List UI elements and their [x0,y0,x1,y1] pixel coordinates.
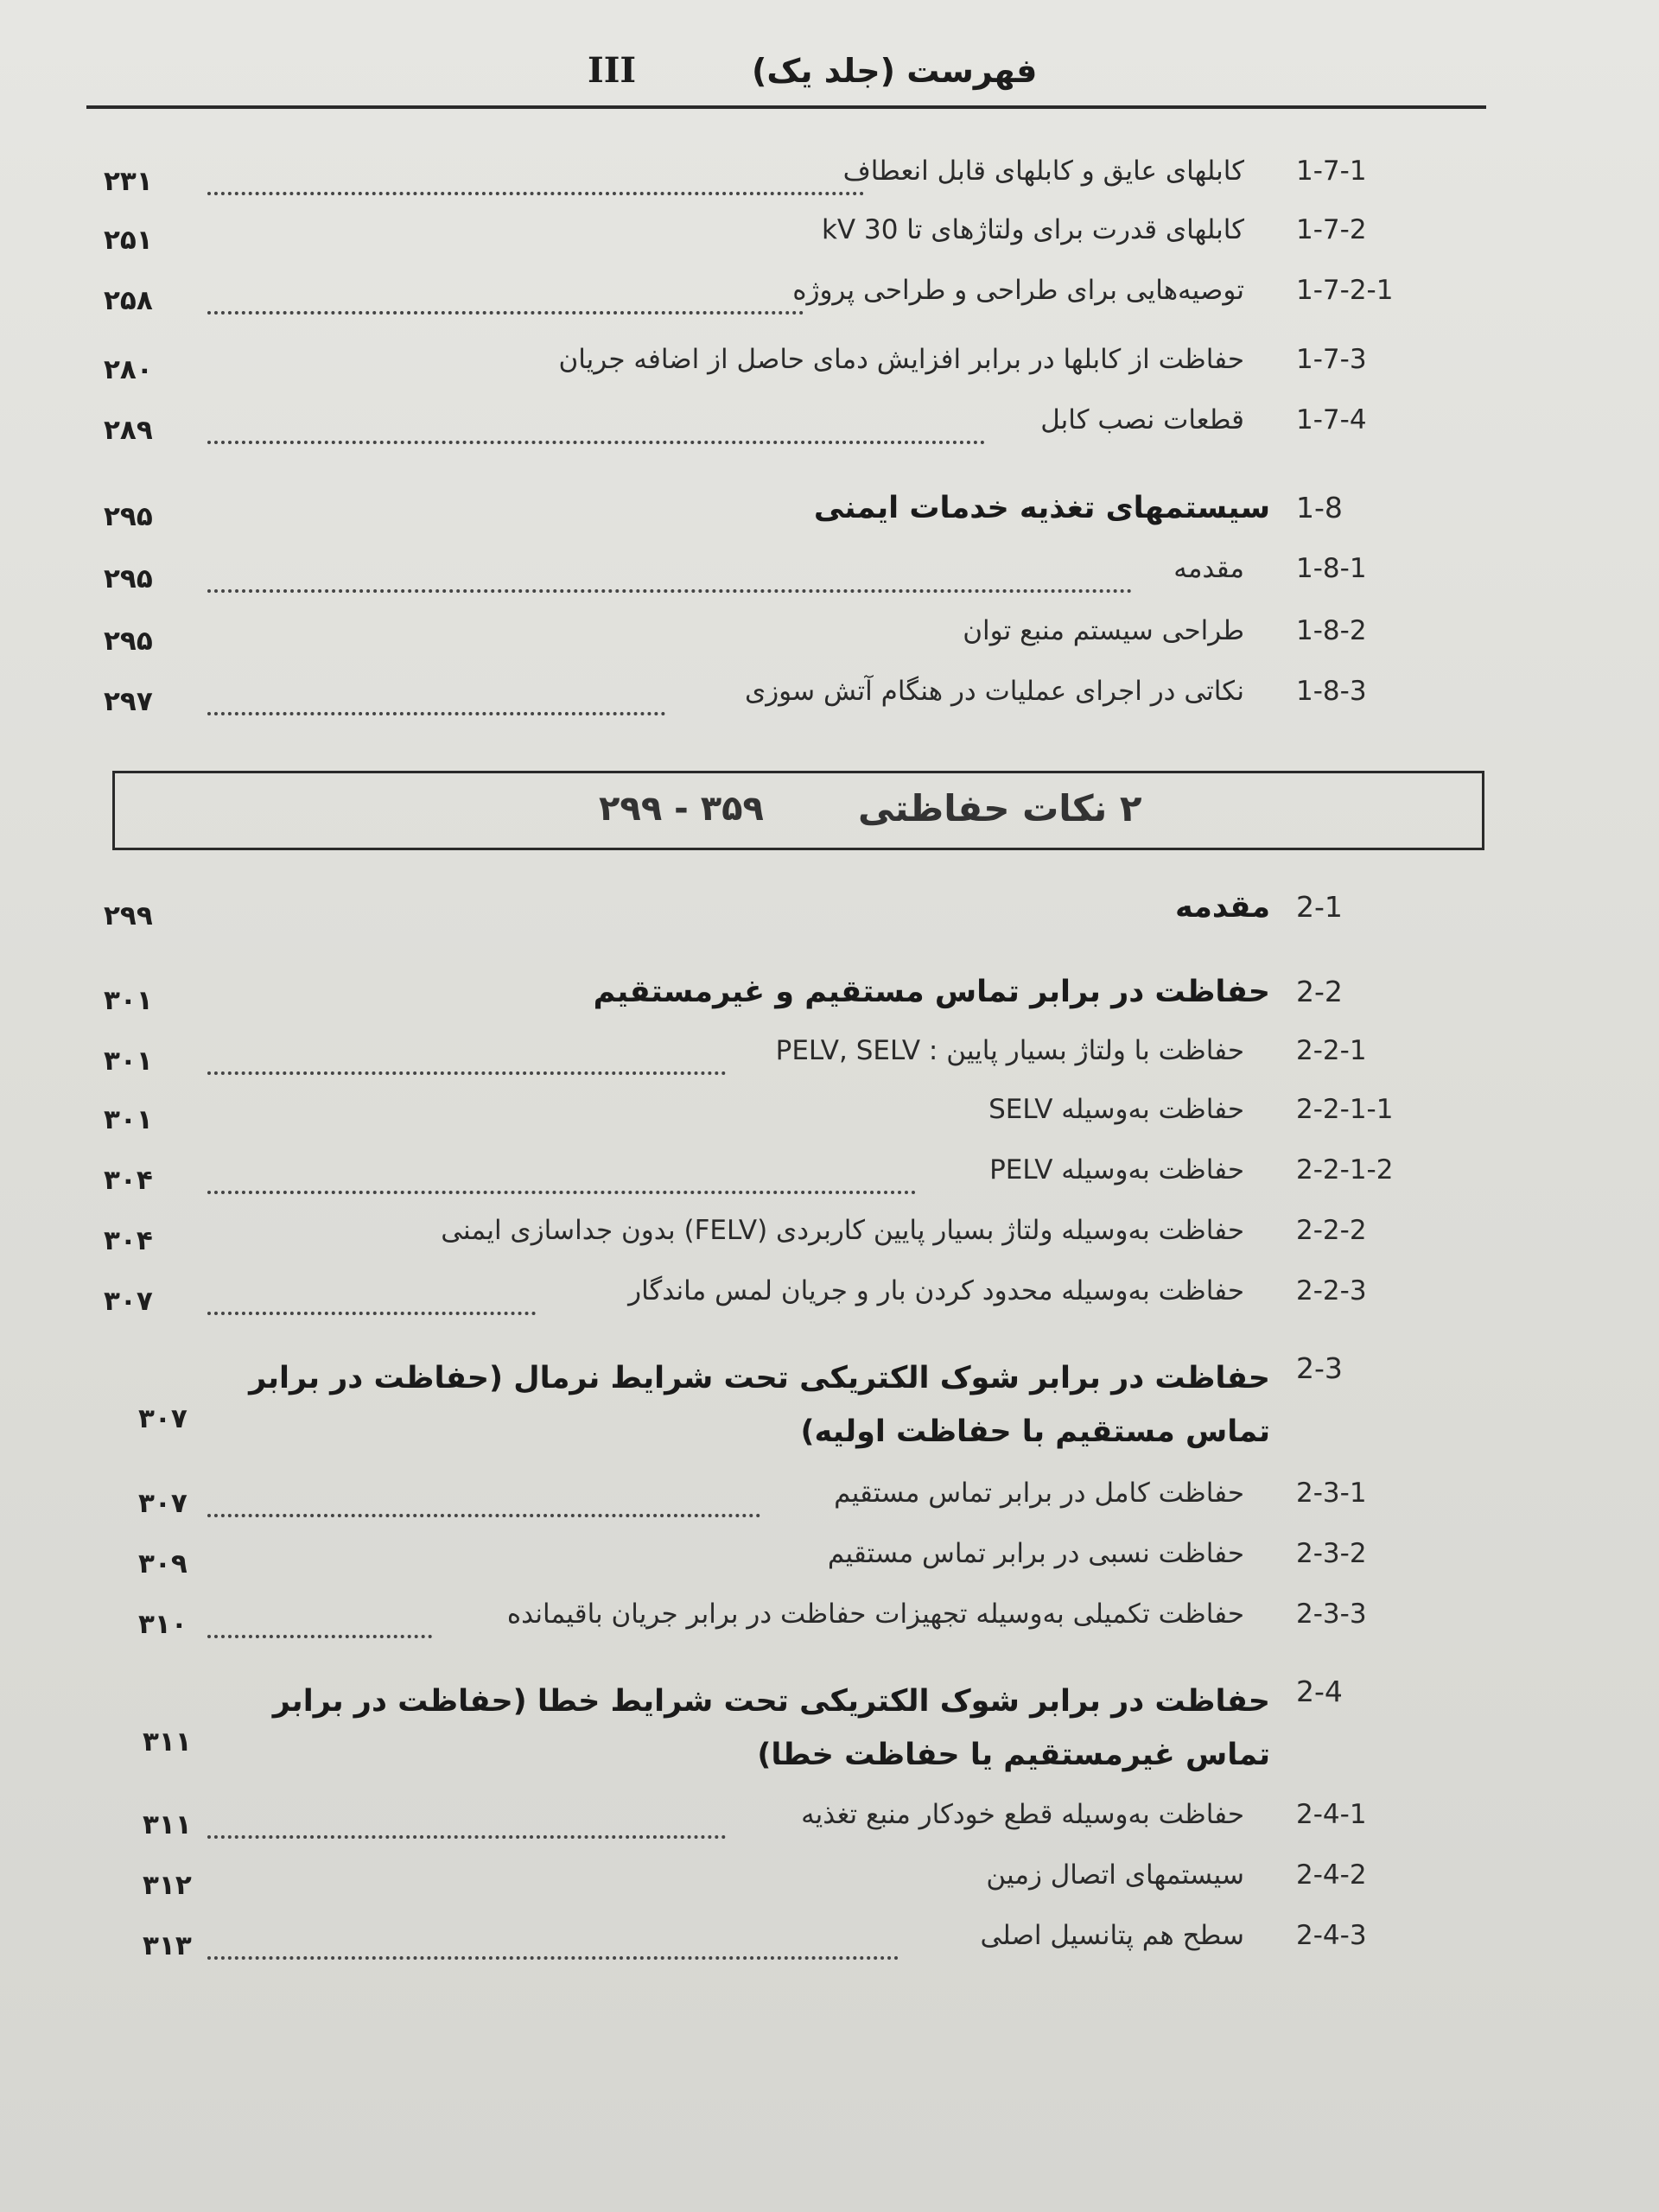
section-title: حفاظت تکمیلی به‌وسیله تجهیزات حفاظت در برابر جریان باقیمانده [506,1599,1244,1630]
dot-leader [207,1835,726,1839]
page-number-roman: III [588,50,637,91]
section-number: 1-8 [1296,491,1343,524]
toc-heading [104,1675,1417,1770]
page-number: ۲۹۵ [104,626,153,657]
page-number: ۲۳۱ [104,166,153,197]
chapter-page-range: ۲۹۹ - ۳۵۹ [599,789,764,829]
section-number: 2-2-1-1 [1296,1094,1394,1125]
section-title: مقدمه [1173,553,1244,584]
section-title: حفاظت به‌وسیله ولتاژ بسیار پایین کاربردی (FELV) بدون جداسازی ایمنی [441,1215,1244,1246]
section-title: حفاظت با ولتاژ بسیار پایین : PELV, SELV [775,1035,1244,1066]
section-title: حفاظت به‌وسیله PELV [989,1154,1244,1185]
section-number: 2-3-1 [1296,1478,1367,1509]
dot-leader [207,1635,432,1638]
section-number: 2-4-3 [1296,1920,1367,1951]
section-number: 2-2-3 [1296,1275,1367,1306]
toc-entry [104,1799,1417,1851]
section-title: قطعات نصب کابل [1040,404,1244,435]
section-title: نکاتی در اجرای عملیات در هنگام آتش سوزی [744,676,1244,707]
section-number: 2-1 [1296,890,1343,924]
page-number: ۳۰۴ [104,1165,153,1196]
page-number: ۳۱۱ [143,1726,192,1758]
section-number: 1-7-2 [1296,214,1367,245]
section-title: حفاظت به‌وسیله قطع خودکار منبع تغذیه [801,1799,1244,1830]
section-number: 1-7-2-1 [1296,275,1394,306]
page-number: ۳۰۱ [104,985,153,1016]
section-number: 2-4 [1296,1675,1343,1708]
toc-entry [104,1859,1417,1911]
chapter-banner [112,771,1484,850]
chapter-title: ۲ نکات حفاظتی [858,787,1142,830]
section-title: حفاظت از کابلها در برابر افزایش دمای حاصل از اضافه جریان [558,344,1244,375]
section-title: حفاظت در برابر شوک الکتریکی تحت شرایط خطا (حفاظت در برابر تماس غیرمستقیم یا حفاظت خطا) [272,1684,1270,1772]
section-title: حفاظت در برابر شوک الکتریکی تحت شرایط نرمال (حفاظت در برابر تماس مستقیم با حفاظت اولیه) [249,1361,1270,1449]
page-number: ۲۸۹ [104,415,153,446]
section-title: حفاظت در برابر تماس مستقیم و غیرمستقیم [593,975,1270,1009]
page-number: ۲۹۹ [104,900,153,931]
toc-entry [104,214,1417,266]
section-number: 1-8-2 [1296,615,1367,646]
dot-leader [207,712,665,715]
section-number: 2-4-2 [1296,1859,1367,1891]
page-number: ۳۰۱ [104,1046,153,1077]
section-number: 1-7-4 [1296,404,1367,435]
section-number: 2-4-1 [1296,1799,1367,1830]
section-number: 1-7-1 [1296,156,1367,187]
toc-heading [104,1351,1417,1449]
page-number: ۲۹۷ [104,686,153,717]
section-title: طراحی سیستم منبع توان [963,615,1244,646]
section-number: 2-3 [1296,1351,1343,1385]
section-title: کابلهای قدرت برای ولتاژهای تا 30 kV [821,214,1244,245]
page-number: ۳۰۱ [104,1104,153,1135]
dot-leader [207,1191,916,1194]
section-title: سیستمهای اتصال زمین [986,1859,1244,1891]
toc-entry [104,344,1417,396]
section-number: 2-2-1-2 [1296,1154,1394,1185]
section-number: 1-8-1 [1296,553,1367,584]
page-number: ۲۹۵ [104,563,153,594]
dot-leader [207,441,985,444]
page-number: ۲۵۱ [104,225,153,256]
toc-entry [104,553,1417,605]
toc-entry [104,1275,1417,1327]
page-number: ۳۱۲ [143,1870,192,1901]
section-title: سیستمهای تغذیه خدمات ایمنی [813,491,1270,525]
toc-entry [104,1094,1417,1146]
page-number: ۲۵۸ [104,285,153,316]
page-number: ۳۱۱ [143,1809,192,1840]
dot-leader [207,192,864,195]
section-number: 2-2-1 [1296,1035,1367,1066]
section-title: حفاظت نسبی در برابر تماس مستقیم [827,1538,1244,1569]
dot-leader [207,1956,899,1960]
section-number: 2-3-2 [1296,1538,1367,1569]
section-number: 1-7-3 [1296,344,1367,375]
toc-entry [104,404,1417,456]
dot-leader [207,1312,536,1315]
section-title: حفاظت کامل در برابر تماس مستقیم [834,1478,1244,1509]
toc-heading [104,491,1417,543]
toc-heading [104,975,1417,1027]
toc-entry [104,1478,1417,1529]
section-number: 2-2-2 [1296,1215,1367,1246]
page-number: ۳۰۷ [138,1488,188,1519]
toc-entry [104,1538,1417,1590]
page-number: ۳۰۹ [138,1548,188,1580]
toc-entry [104,615,1417,667]
page-number: ۲۹۵ [104,501,153,532]
dot-leader [207,1071,726,1075]
dot-leader [207,589,1132,593]
section-number: 2-2 [1296,975,1343,1008]
page-number: ۳۱۰ [138,1609,188,1640]
section-number: 2-3-3 [1296,1599,1367,1630]
section-title: سطح هم پتانسیل اصلی [980,1920,1244,1951]
toc-entry [104,1154,1417,1206]
dot-leader [207,1514,760,1517]
dot-leader [207,311,804,315]
section-title: حفاظت به‌وسیله SELV [988,1094,1244,1125]
toc-entry [104,156,1417,207]
page-number: ۳۰۴ [104,1225,153,1256]
toc-entry [104,1599,1417,1650]
section-title: توصیه‌هایی برای طراحی و طراحی پروژه [792,275,1244,306]
section-title: کابلهای عایق و کابلهای قابل انعطاف [842,156,1244,187]
page-number: ۳۰۷ [104,1286,153,1317]
toc-entry [104,1920,1417,1972]
section-title: حفاظت به‌وسیله محدود کردن بار و جریان لمس ماندگار [628,1275,1244,1306]
toc-entry [104,1215,1417,1267]
section-number: 1-8-3 [1296,676,1367,707]
section-title: مقدمه [1175,890,1270,925]
toc-entry [104,275,1417,327]
page-number: ۲۸۰ [104,354,153,385]
toc-heading [104,890,1417,942]
page-header [86,43,1486,109]
page-number: ۳۱۳ [143,1930,192,1961]
page-number: ۳۰۷ [138,1403,188,1434]
toc-entry [104,1035,1417,1087]
toc-entry [104,676,1417,728]
page-header-title: فهرست (جلد یک) [752,52,1038,90]
